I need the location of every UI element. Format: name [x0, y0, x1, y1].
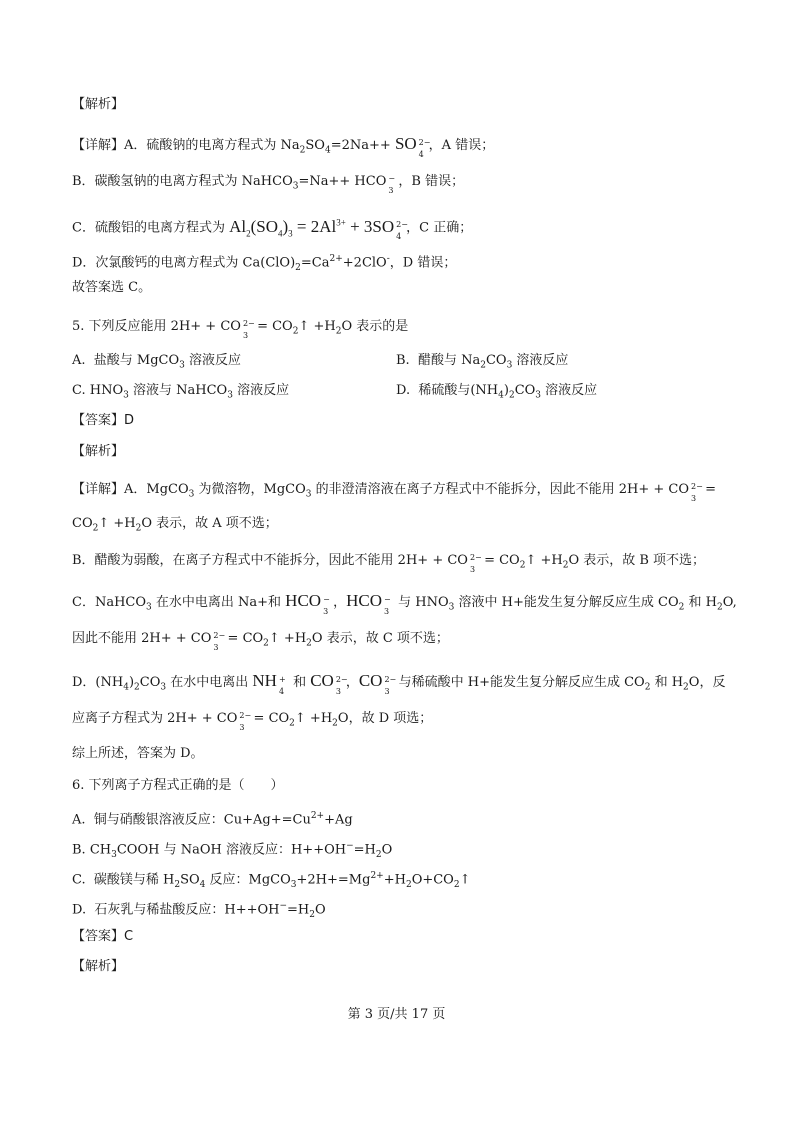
q6-option-b: B. $CH_3COOH$ 与 NaOH 溶液反应：$H++OH^-=H_2O$ [72, 841, 393, 860]
q6-option-d: D. 石灰乳与稀盐酸反应：$H++OH^-=H_2O$ [72, 901, 326, 920]
q5-answer: 【答案】D [72, 413, 135, 428]
q6-stem: 6. 下列离子方程式正确的是（ ） [72, 778, 284, 793]
q5-option-a: A. 盐酸与 MgCO$_3$ 溶液反应 [72, 353, 242, 371]
q5-detail-a-line1: 【详解】A．MgCO$_3$ 为微溶物，MgCO$_3$ 的非澄清溶液在离子方程式中不能拆分，因此不能用 2H+ + CO 2− 3 = [72, 481, 717, 503]
q4-option-d: D．次氯酸钙的电离方程式为 $Ca(ClO)_2=Ca^{2+}+2ClO^-$，D 错误； [72, 254, 457, 273]
q5-detail-b: B．醋酸为弱酸，在离子方程式中不能拆分，因此不能用 2H+ + CO 2− 3 = $CO_2↑ +H_2O$ 表示，故 B 项不选； [72, 552, 706, 574]
q5-stem: 5. 下列反应能用 2H+ + CO 2− 3 = $CO_2↑ +H_2O$ 表示的是 [72, 318, 409, 340]
q5-option-b: B. 醋酸与 $Na_2CO_3$ 溶液反应 [396, 353, 569, 371]
q5-detail-d-line2: 应离子方程式为 2H+ + CO 2− 3 = $CO_2↑ +H_2O$，故 D 项选； [72, 710, 433, 732]
q4-detail-a: 【详解】A．硫酸钠的电离方程式为 $Na_2SO_4=2Na++$ SO 2− 4 ，A 错误； [72, 134, 495, 159]
page-footer: 第 3 页/共 17 页 [347, 1007, 446, 1022]
q4-option-c: C．硫酸铝的电离方程式为 $Al_2(SO_4)_3 = 2Al^{3+} + 3SO$ 2− 4 ，C 正确； [72, 216, 473, 242]
analysis-label: 【解析】 [72, 97, 125, 112]
q5-detail-c-line1: C．NaHCO$_3$ 在水中电离出 Na+和 HCO − 3 ，HCO − 3 与 $HNO_3$ 溶液中 H+能发生复分解反应生成 $CO_2$ 和 $H_2O$, [72, 591, 737, 616]
q5-option-c: C. $HNO_3$ 溶液与 NaHCO$_3$ 溶液反应 [72, 383, 290, 401]
q6-option-c: C. 碳酸镁与稀 $H_2SO_4$ 反应：$MgCO_3+2H+=Mg^{2+}+H_2O+CO_2↑$ [72, 871, 471, 890]
q5-detail-d-line1: D．$(NH_4)_2CO_3$ 在水中电离出 NH + 4 和 CO 2− 3 ，CO 2− 3 与稀硫酸中 H+能发生复分解反应生成 $CO_2$ 和 $H_2O$，反 [72, 671, 726, 696]
q5-detail-a-line2: $CO_2↑ +H_2O$ 表示，故 A 项不选； [72, 516, 278, 534]
q4-option-b: B．碳酸氢钠的电离方程式为 NaHCO$_3$=Na++ HCO − 3 ，B 错误； [72, 173, 465, 195]
q6-analysis-label: 【解析】 [72, 959, 125, 974]
q5-option-d: D. 稀硫酸与$(NH_4)_2CO_3$ 溶液反应 [396, 383, 598, 401]
q5-conclusion: 综上所述，答案为 D。 [72, 746, 204, 761]
q6-option-a: A. 铜与硝酸银溶液反应：$Cu+Ag+=Cu^{2+}+Ag$ [72, 811, 353, 828]
q4-conclusion: 故答案选 C。 [72, 280, 152, 295]
q5-detail-c-line2: 因此不能用 2H+ + CO 2− 3 = $CO_2↑ +H_2O$ 表示，故 C 项不选； [72, 630, 449, 652]
q6-answer: 【答案】C [72, 929, 134, 944]
q5-analysis-label: 【解析】 [72, 444, 125, 459]
